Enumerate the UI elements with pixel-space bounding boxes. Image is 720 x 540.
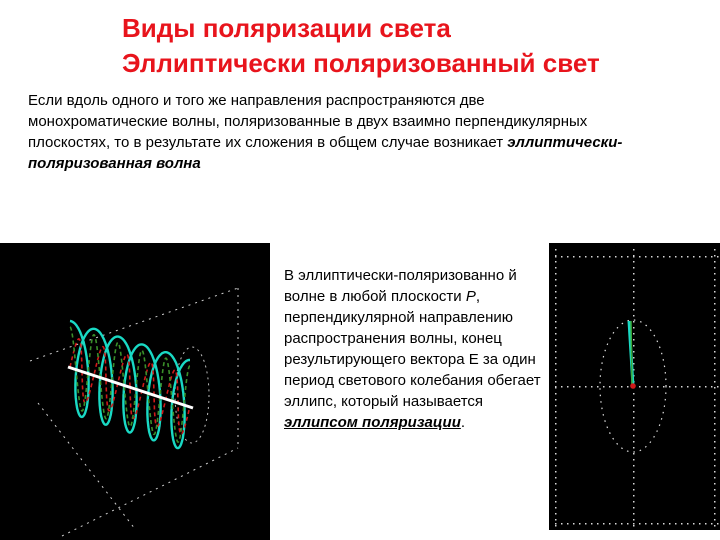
grid-dot xyxy=(714,321,716,323)
grid-dot xyxy=(645,256,647,258)
grid-dot xyxy=(591,386,593,388)
grid-dot xyxy=(663,386,665,388)
grid-dot xyxy=(633,327,635,329)
grid-dot xyxy=(555,513,557,515)
grid-dot xyxy=(555,255,557,257)
side-emphasis: эллипсом поляризации xyxy=(284,414,461,431)
grid-dot xyxy=(627,256,629,258)
grid-dot xyxy=(633,435,635,437)
grid-dot xyxy=(555,483,557,485)
grid-dot xyxy=(714,495,716,497)
grid-dot xyxy=(555,447,557,449)
grid-dot xyxy=(555,309,557,311)
grid-dot xyxy=(573,386,575,388)
grid-dot xyxy=(714,399,716,401)
grid-dot xyxy=(633,423,635,425)
grid-dot xyxy=(714,453,716,455)
grid-dot xyxy=(639,256,641,258)
grid-dot xyxy=(714,303,716,305)
grid-dot xyxy=(603,523,605,525)
grid-dot xyxy=(633,321,635,323)
grid-dot xyxy=(693,386,695,388)
grid-dot xyxy=(555,375,557,377)
grid-dot xyxy=(555,477,557,479)
grid-dot xyxy=(633,453,635,455)
grid-dot xyxy=(717,256,719,258)
grid-dot xyxy=(633,261,635,263)
grid-dot xyxy=(633,273,635,275)
grid-dot xyxy=(714,519,716,521)
grid-dot xyxy=(714,423,716,425)
grid-dot xyxy=(597,256,599,258)
grid-dot xyxy=(555,523,557,525)
grid-dot xyxy=(714,315,716,317)
grid-dot xyxy=(714,489,716,491)
dotted-grid xyxy=(555,249,719,527)
grid-dot xyxy=(687,386,689,388)
grid-dot xyxy=(609,386,611,388)
grid-dot xyxy=(645,386,647,388)
grid-dot xyxy=(714,507,716,509)
grid-dot xyxy=(633,495,635,497)
grid-dot xyxy=(555,285,557,287)
side-text-1: В эллиптически-поляризованно й волне в любой плоскости xyxy=(284,267,517,305)
grid-dot xyxy=(651,523,653,525)
grid-dot xyxy=(717,523,719,525)
grid-dot xyxy=(714,435,716,437)
grid-dot xyxy=(633,285,635,287)
grid-dot xyxy=(717,386,719,388)
side-paragraph xyxy=(284,265,544,433)
grid-dot xyxy=(633,351,635,353)
title-line-1: Виды поляризации света xyxy=(122,13,451,43)
grid-dot xyxy=(633,411,635,413)
grid-dot xyxy=(633,513,635,515)
grid-dot xyxy=(633,417,635,419)
grid-dot xyxy=(633,519,635,521)
grid-dot xyxy=(567,523,569,525)
grid-dot xyxy=(585,523,587,525)
grid-dot xyxy=(597,386,599,388)
grid-dot xyxy=(714,375,716,377)
grid-dot xyxy=(633,429,635,431)
grid-dot xyxy=(711,386,713,388)
grid-dot xyxy=(555,267,557,269)
grid-dot xyxy=(633,357,635,359)
grid-dot xyxy=(711,256,713,258)
grid-dot xyxy=(597,523,599,525)
grid-dot xyxy=(561,523,563,525)
grid-dot xyxy=(555,399,557,401)
grid-dot xyxy=(633,339,635,341)
grid-dot xyxy=(699,256,701,258)
intro-emphasis: эллиптически-поляризованная волна xyxy=(28,134,623,172)
perspective-frame xyxy=(30,288,238,536)
grid-dot xyxy=(621,523,623,525)
grid-dot xyxy=(714,417,716,419)
grid-dot xyxy=(555,369,557,371)
p-variable: P xyxy=(465,288,476,305)
grid-dot xyxy=(555,351,557,353)
grid-dot xyxy=(714,363,716,365)
grid-dot xyxy=(714,339,716,341)
grid-dot xyxy=(555,357,557,359)
grid-dot xyxy=(627,523,629,525)
grid-dot xyxy=(555,273,557,275)
grid-dot xyxy=(714,525,716,527)
grid-dot xyxy=(555,465,557,467)
grid-dot xyxy=(669,523,671,525)
grid-dot xyxy=(693,523,695,525)
grid-dot xyxy=(579,256,581,258)
grid-dot xyxy=(633,393,635,395)
grid-dot xyxy=(714,345,716,347)
grid-dot xyxy=(555,429,557,431)
grid-dot xyxy=(633,447,635,449)
grid-dot xyxy=(645,523,647,525)
grid-dot xyxy=(639,386,641,388)
grid-dot xyxy=(657,256,659,258)
grid-dot xyxy=(561,256,563,258)
side-text-2: , перпендикулярной направлению распространения волны, конец результирующего вектора Е за один период светового колебания обегает эллипс, который называется xyxy=(284,288,541,410)
grid-dot xyxy=(714,441,716,443)
grid-dot xyxy=(603,256,605,258)
side-text-3: . xyxy=(460,414,466,431)
grid-dot xyxy=(555,303,557,305)
grid-dot xyxy=(555,345,557,347)
grid-dot xyxy=(555,261,557,263)
grid-dot xyxy=(714,411,716,413)
grid-dot xyxy=(603,386,605,388)
grid-dot xyxy=(555,279,557,281)
grid-dot xyxy=(687,256,689,258)
grid-dot xyxy=(633,507,635,509)
grid-dot xyxy=(714,477,716,479)
grid-dot xyxy=(633,471,635,473)
grid-dot xyxy=(705,386,707,388)
grid-dot xyxy=(714,255,716,257)
grid-dot xyxy=(555,291,557,293)
grid-dot xyxy=(555,363,557,365)
grid-dot xyxy=(714,405,716,407)
grid-dot xyxy=(714,387,716,389)
grid-dot xyxy=(615,386,617,388)
grid-dot xyxy=(633,303,635,305)
grid-dot xyxy=(633,523,635,525)
grid-dot xyxy=(585,386,587,388)
grid-dot xyxy=(555,501,557,503)
grid-dot xyxy=(714,291,716,293)
grid-dot xyxy=(555,315,557,317)
grid-dot xyxy=(687,523,689,525)
grid-dot xyxy=(714,429,716,431)
grid-dot xyxy=(675,256,677,258)
grid-dot xyxy=(633,483,635,485)
helix-animation-panel xyxy=(0,243,270,540)
grid-dot xyxy=(555,381,557,383)
grid-dot xyxy=(651,386,653,388)
grid-dot xyxy=(555,405,557,407)
grid-dot xyxy=(555,471,557,473)
grid-dot xyxy=(669,386,671,388)
grid-dot xyxy=(555,459,557,461)
grid-dot xyxy=(714,279,716,281)
grid-dot xyxy=(714,465,716,467)
grid-dot xyxy=(633,363,635,365)
grid-dot xyxy=(585,256,587,258)
grid-dot xyxy=(714,369,716,371)
grid-dot xyxy=(633,489,635,491)
grid-dot xyxy=(633,267,635,269)
grid-dot xyxy=(555,321,557,323)
grid-dot xyxy=(555,387,557,389)
grid-dot xyxy=(615,523,617,525)
grid-dot xyxy=(657,386,659,388)
grid-dot xyxy=(714,261,716,263)
grid-dot xyxy=(714,513,716,515)
helix-figure xyxy=(0,243,270,540)
grid-dot xyxy=(633,459,635,461)
grid-dot xyxy=(555,423,557,425)
grid-dot xyxy=(714,309,716,311)
grid-dot xyxy=(555,441,557,443)
grid-dot xyxy=(711,523,713,525)
grid-dot xyxy=(693,256,695,258)
grid-dot xyxy=(633,525,635,527)
grid-dot xyxy=(555,519,557,521)
grid-dot xyxy=(663,256,665,258)
grid-dot xyxy=(633,297,635,299)
grid-dot xyxy=(714,267,716,269)
grid-dot xyxy=(633,345,635,347)
grid-dot xyxy=(675,386,677,388)
grid-dot xyxy=(555,525,557,527)
grid-dot xyxy=(639,523,641,525)
grid-dot xyxy=(633,399,635,401)
grid-dot xyxy=(633,279,635,281)
grid-dot xyxy=(681,523,683,525)
grid-dot xyxy=(714,327,716,329)
grid-dot xyxy=(633,249,635,251)
grid-dot xyxy=(633,441,635,443)
grid-dot xyxy=(609,256,611,258)
grid-dot xyxy=(681,256,683,258)
grid-dot xyxy=(555,489,557,491)
grid-dot xyxy=(567,256,569,258)
ellipse-panel xyxy=(549,243,720,530)
grid-dot xyxy=(663,523,665,525)
grid-dot xyxy=(621,256,623,258)
grid-dot xyxy=(555,333,557,335)
intro-text: Если вдоль одного и того же направления распространяются две монохроматические волны, поляризованные в двух взаимно перпендикулярных плоскостях, то в результате их сложения в общем случае возникает xyxy=(28,92,588,151)
grid-dot xyxy=(555,495,557,497)
grid-dot xyxy=(633,465,635,467)
vector-trace xyxy=(631,321,632,386)
grid-dot xyxy=(633,333,635,335)
grid-dot xyxy=(555,453,557,455)
grid-dot xyxy=(579,386,581,388)
grid-dot xyxy=(714,447,716,449)
grid-dot xyxy=(615,256,617,258)
grid-dot xyxy=(669,256,671,258)
grid-dot xyxy=(714,333,716,335)
grid-dot xyxy=(714,273,716,275)
grid-dot xyxy=(705,256,707,258)
grid-dot xyxy=(633,405,635,407)
grid-dot xyxy=(561,386,563,388)
grid-dot xyxy=(675,523,677,525)
grid-dot xyxy=(699,523,701,525)
grid-dot xyxy=(579,523,581,525)
grid-dot xyxy=(714,381,716,383)
grid-dot xyxy=(714,351,716,353)
grid-dot xyxy=(714,297,716,299)
grid-dot xyxy=(633,291,635,293)
intro-paragraph xyxy=(28,90,628,174)
grid-dot xyxy=(567,386,569,388)
grid-dot xyxy=(591,256,593,258)
grid-dot xyxy=(633,309,635,311)
grid-dot xyxy=(657,523,659,525)
grid-dot xyxy=(714,501,716,503)
grid-dot xyxy=(633,501,635,503)
polarization-ellipse-figure xyxy=(549,243,720,530)
grid-dot xyxy=(621,386,623,388)
grid-dot xyxy=(555,435,557,437)
grid-dot xyxy=(705,523,707,525)
grid-dot xyxy=(714,393,716,395)
grid-dot xyxy=(555,327,557,329)
grid-dot xyxy=(633,255,635,257)
grid-dot xyxy=(714,357,716,359)
grid-dot xyxy=(555,339,557,341)
grid-dot xyxy=(699,386,701,388)
grid-dot xyxy=(555,249,557,251)
grid-dot xyxy=(681,386,683,388)
origin-point xyxy=(630,383,636,389)
grid-dot xyxy=(714,285,716,287)
grid-dot xyxy=(555,297,557,299)
grid-dot xyxy=(591,523,593,525)
grid-dot xyxy=(555,507,557,509)
grid-dot xyxy=(609,523,611,525)
grid-dot xyxy=(555,411,557,413)
grid-dot xyxy=(573,523,575,525)
grid-dot xyxy=(714,459,716,461)
grid-dot xyxy=(627,386,629,388)
grid-dot xyxy=(573,256,575,258)
title-line-2: Эллиптически поляризованный свет xyxy=(122,48,600,78)
grid-dot xyxy=(714,471,716,473)
grid-dot xyxy=(555,417,557,419)
grid-dot xyxy=(555,393,557,395)
grid-dot xyxy=(714,483,716,485)
grid-dot xyxy=(714,249,716,251)
grid-dot xyxy=(633,315,635,317)
grid-dot xyxy=(651,256,653,258)
grid-dot xyxy=(633,477,635,479)
